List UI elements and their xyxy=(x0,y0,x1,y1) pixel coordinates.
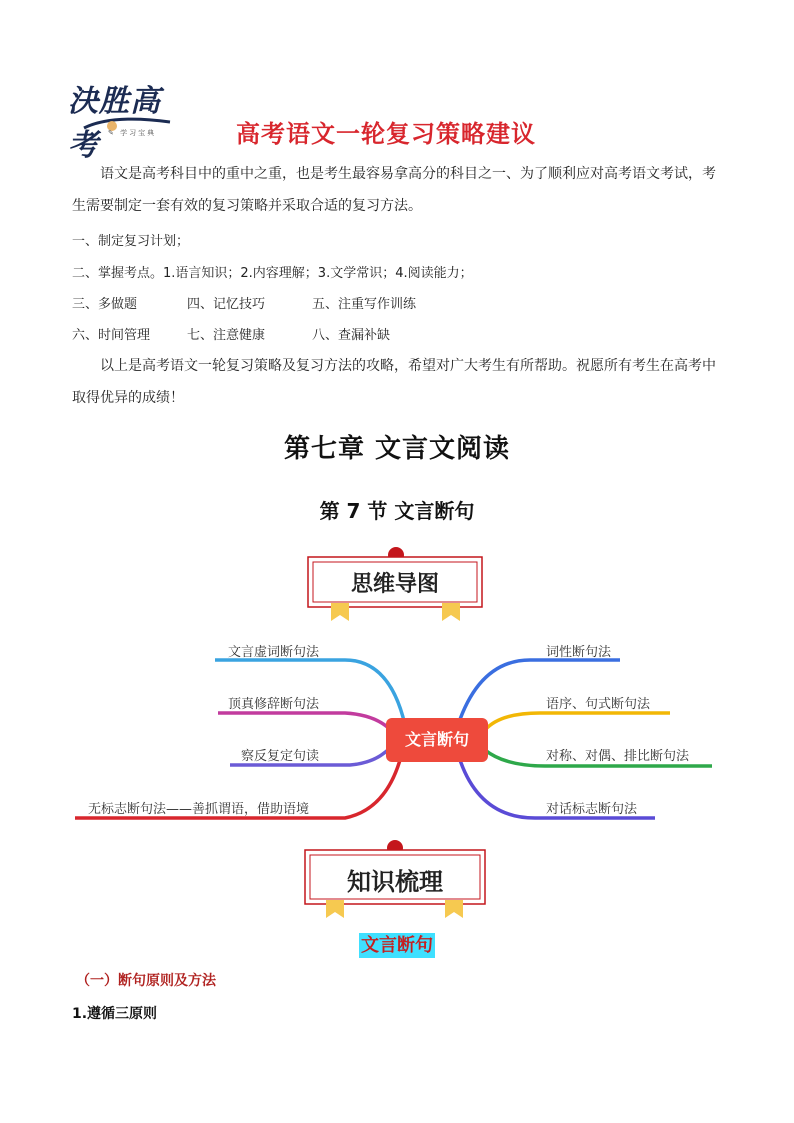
intro-para1-line1: 语文是高考科目中的重中之重，也是考生最容易拿高分的科目之一、为了顺利应对高考语文考试，考 xyxy=(100,166,716,182)
intro-item-5: 五、注重写作训练 xyxy=(312,297,417,312)
chapter-title: 第七章 文言文阅读 xyxy=(283,434,511,464)
mindmap-right-2: 语序、句式断句法 xyxy=(546,697,651,712)
mindmap-right-3: 对称、对偶、排比断句法 xyxy=(546,749,690,764)
mindmap-left-1: 文言虚词断句法 xyxy=(228,645,320,660)
intro-item-1: 一、制定复习计划； xyxy=(72,234,190,249)
mindmap-right-4: 对话标志断句法 xyxy=(546,802,638,817)
mindmap-left-4: 无标志断句法——善抓谓语，借助语境 xyxy=(88,802,310,817)
subsection-heading: （一）断句原则及方法 xyxy=(76,973,216,989)
mindmap-right-1: 词性断句法 xyxy=(546,645,612,660)
intro-para2-line1: 以上是高考语文一轮复习策略及复习方法的攻略，希望对广大考生有所帮助。祝愿所有考生在高考中 xyxy=(100,358,716,374)
intro-para1-line2: 生需要制定一套有效的复习策略并采取合适的复习方法。 xyxy=(72,198,422,214)
mindmap-left-2: 顶真修辞断句法 xyxy=(228,697,320,712)
mindmap-left-3: 察反复定句读 xyxy=(241,749,320,764)
intro-item-3: 三、多做题 xyxy=(72,297,138,312)
mindmap-banner xyxy=(305,545,485,623)
section-title: 第 7 节 文言断句 xyxy=(319,499,475,523)
intro-item-7: 七、注意健康 xyxy=(187,328,266,343)
intro-item-4: 四、记忆技巧 xyxy=(187,297,266,312)
intro-item-8: 八、查漏补缺 xyxy=(312,328,391,343)
intro-item-6: 六、时间管理 xyxy=(72,328,151,343)
mind-map xyxy=(0,630,794,830)
intro-item-2: 二、掌握考点。1.语言知识；2.内容理解；3.文学常识；4.阅读能力； xyxy=(72,266,473,281)
point-heading: 1.遵循三原则 xyxy=(72,1006,158,1022)
logo-text: 決胜高考 xyxy=(68,84,161,163)
mindmap-banner-text: 思维导图 xyxy=(350,572,439,597)
mindmap-center-node: 文言断句 xyxy=(386,718,488,762)
knowledge-banner-text: 知识梳理 xyxy=(347,868,443,896)
branch-left-2 xyxy=(218,713,395,735)
branch-right-2 xyxy=(485,713,670,730)
knowledge-highlight-wrap xyxy=(0,931,794,957)
knowledge-banner xyxy=(302,838,488,920)
knowledge-highlight: 文言断句 xyxy=(361,935,433,956)
document-title: 高考语文一轮复习策略建议 xyxy=(236,120,536,148)
logo-subtitle: ✎ 学习宝典 xyxy=(108,129,157,137)
intro-para2-line2: 取得优异的成绩！ xyxy=(72,390,184,406)
logo xyxy=(68,76,188,163)
